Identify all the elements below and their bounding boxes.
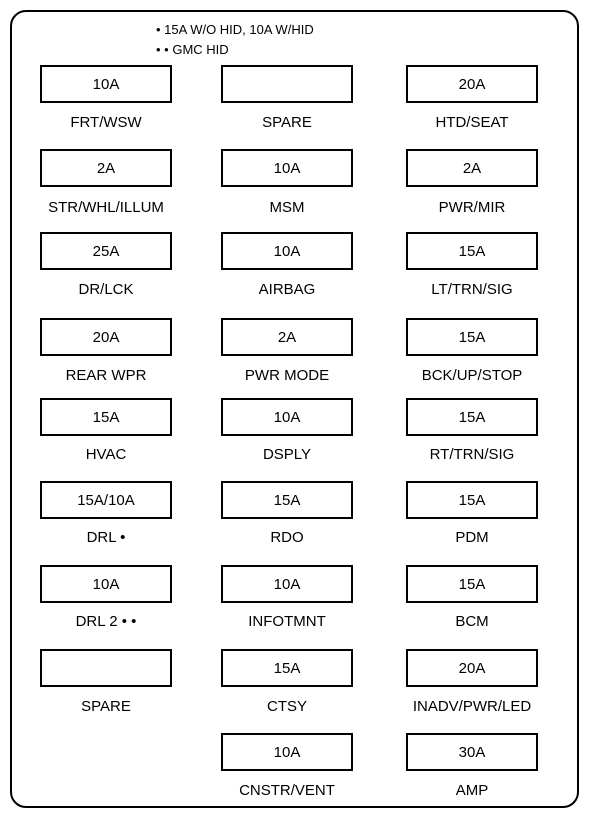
fuse-label: BCK/UP/STOP	[421, 367, 523, 384]
fuse-box: 25A	[40, 232, 172, 270]
fuse-box: 2A	[40, 149, 172, 187]
fuse-box: 15A	[406, 318, 538, 356]
fuse-box: 2A	[221, 318, 353, 356]
fuse-label: BCM	[455, 613, 489, 630]
fuse-label: HVAC	[85, 446, 127, 463]
fuse-label: SPARE	[262, 114, 312, 131]
fuse-box: 15A/10A	[40, 481, 172, 519]
fuse-box: 20A	[40, 318, 172, 356]
footnote-2: • • GMC HID	[156, 42, 229, 57]
fuse-box: 10A	[221, 398, 353, 436]
fuse-label: DR/LCK	[78, 281, 134, 298]
fuse-box: 15A	[406, 232, 538, 270]
fuse-label: PWR/MIR	[438, 199, 506, 216]
fuse-label: SPARE	[81, 698, 131, 715]
fuse-box: 15A	[40, 398, 172, 436]
fuse-label: PWR MODE	[244, 367, 330, 384]
footnotes	[156, 20, 314, 60]
fuse-label: DSPLY	[262, 446, 312, 463]
fuse-label: MSM	[269, 199, 305, 216]
fuse-label: RT/TRN/SIG	[429, 446, 515, 463]
fuse-label: CNSTR/VENT	[239, 782, 335, 799]
fuse-label: STR/WHL/ILLUM	[48, 199, 164, 216]
fuse-label: INFOTMNT	[248, 613, 326, 630]
fuse-label: CTSY	[266, 698, 307, 715]
fuse-box: 10A	[221, 733, 353, 771]
fuse-label: RDO	[270, 529, 304, 546]
fuse-box: 15A	[221, 481, 353, 519]
fuse-label: FRT/WSW	[70, 114, 142, 131]
fuse-label: DRL 2 • •	[75, 613, 137, 630]
fuse-box: 10A	[221, 149, 353, 187]
fuse-box: 30A	[406, 733, 538, 771]
fuse-label: AMP	[455, 782, 489, 799]
fuse-box: 20A	[406, 649, 538, 687]
fuse-box: 10A	[40, 565, 172, 603]
fuse-box: 15A	[221, 649, 353, 687]
fuse-box: 10A	[221, 232, 353, 270]
fuse-box: 20A	[406, 65, 538, 103]
footnote-1: • 15A W/O HID, 10A W/HID	[156, 22, 314, 37]
fuse-box	[221, 65, 353, 103]
fuse-box: 15A	[406, 565, 538, 603]
fuse-label: REAR WPR	[65, 367, 147, 384]
fuse-box: 10A	[221, 565, 353, 603]
fuse-box: 10A	[40, 65, 172, 103]
fuse-box: 15A	[406, 398, 538, 436]
fuse-label: PDM	[455, 529, 489, 546]
fuse-label: LT/TRN/SIG	[431, 281, 513, 298]
fuse-label: DRL •	[86, 529, 126, 546]
fuse-label: INADV/PWR/LED	[412, 698, 532, 715]
fuse-label: HTD/SEAT	[435, 114, 509, 131]
fuse-box: 2A	[406, 149, 538, 187]
fuse-label: AIRBAG	[258, 281, 316, 298]
fuse-box	[40, 649, 172, 687]
fuse-box: 15A	[406, 481, 538, 519]
